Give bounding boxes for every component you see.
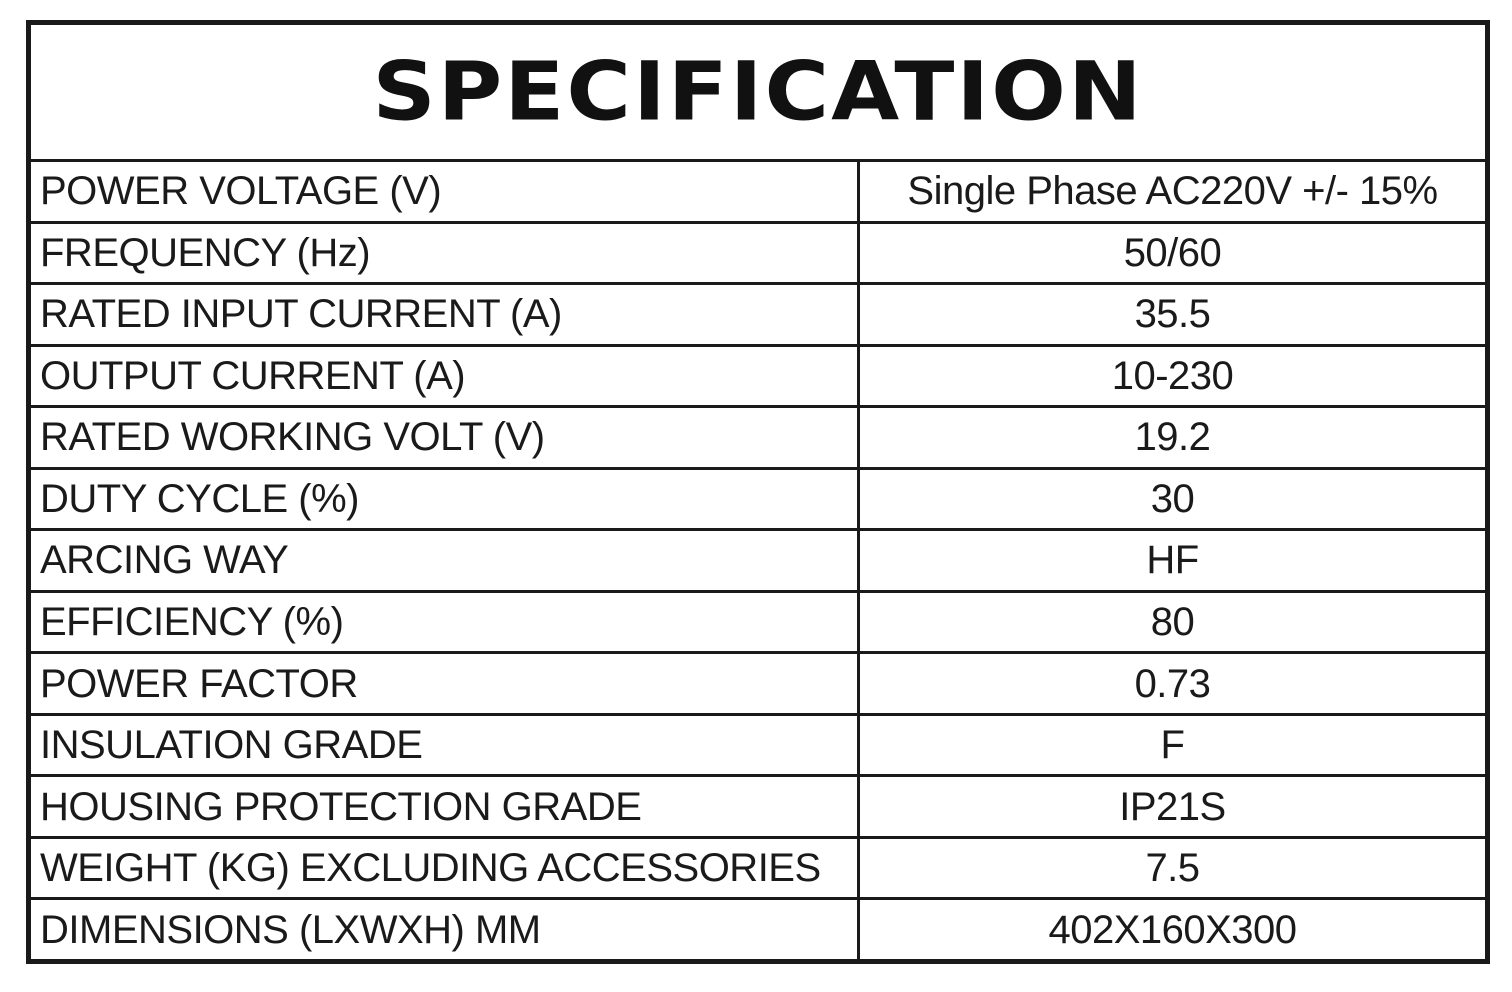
row-value: 80 [1150,599,1195,644]
table-row [31,347,1485,409]
table-row [31,224,1485,286]
table-row [31,900,1485,959]
row-label: DUTY CYCLE (%) [31,470,860,529]
table-row [31,531,1485,593]
row-value: IP21S [1119,784,1226,829]
row-label: HOUSING PROTECTION GRADE [31,777,860,836]
table-row [31,839,1485,901]
row-value: HF [1146,538,1199,583]
row-value: 402X160X300 [1048,907,1297,952]
row-value: 0.73 [1134,661,1211,706]
table-row [31,654,1485,716]
row-label: POWER FACTOR [31,654,860,713]
specification-table [26,20,1490,964]
row-value: F [1160,723,1185,768]
table-row [31,162,1485,224]
row-label: ARCING WAY [31,531,860,590]
row-label: WEIGHT (KG) EXCLUDING ACCESSORIES [31,839,860,898]
page-title: SPECIFICATION [372,44,1144,139]
row-value: 30 [1150,476,1195,521]
row-value: 19.2 [1134,415,1211,460]
row-value: Single Phase AC220V +/- 15% [907,169,1438,214]
row-value: 7.5 [1145,846,1200,891]
spec-rows [31,162,1485,959]
row-label: RATED WORKING VOLT (V) [31,408,860,467]
row-value: 10-230 [1111,353,1234,398]
title-row [31,25,1485,162]
row-value: 50/60 [1123,230,1222,275]
table-row [31,593,1485,655]
row-label: POWER VOLTAGE (V) [31,162,860,221]
table-row [31,285,1485,347]
row-label: FREQUENCY (Hz) [31,224,860,283]
row-label: DIMENSIONS (LXWXH) MM [31,900,860,959]
row-label: RATED INPUT CURRENT (A) [31,285,860,344]
table-row [31,777,1485,839]
table-row [31,470,1485,532]
row-label: EFFICIENCY (%) [31,593,860,652]
table-row [31,716,1485,778]
row-label: INSULATION GRADE [31,716,860,775]
row-value: 35.5 [1134,292,1211,337]
table-row [31,408,1485,470]
row-label: OUTPUT CURRENT (A) [31,347,860,406]
